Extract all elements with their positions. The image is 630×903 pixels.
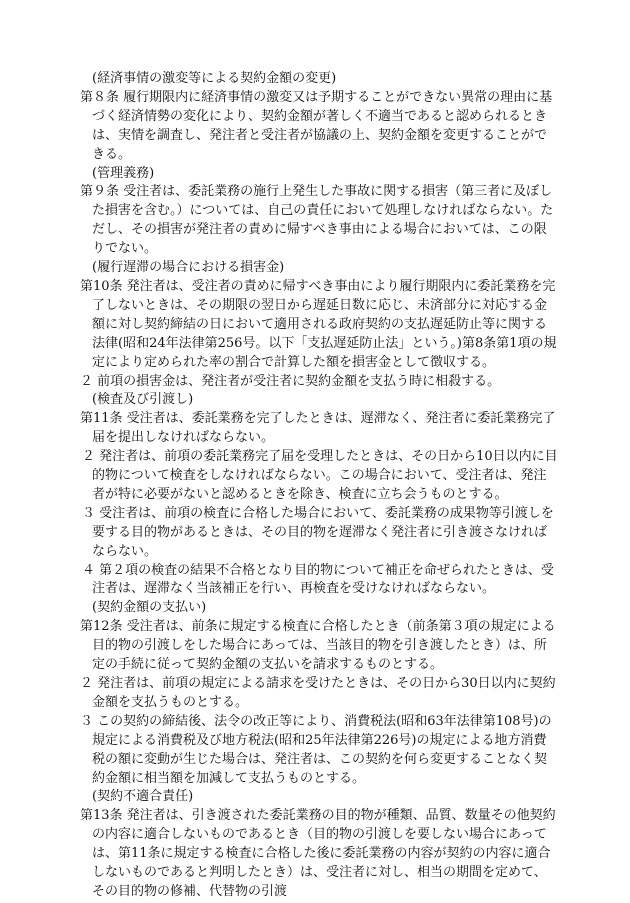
clause-paragraph: ４ 第２項の検査の結果不合格となり目的物について補正を命ぜられたときは、受注者は、遅滞なく当該補正を行い、再検査を受けなければならない。 [82,562,554,597]
article-paragraph: 第12条 受注者は、前条に規定する検査に合格したとき（前条第３項の規定による目的物の引渡しをした場合にあっては、当該目的物を引き渡したとき）は、所定の手続に従って契約金額の支払いを請求するものとする。 [80,619,556,673]
clause-paragraph: ３ この契約の締結後、法令の改正等により、消費税法(昭和63年法律第108号)の規定による消費税及び地方税法(昭和25年法律第226号)の規定による地方消費税の額に変動が生じた場合は、発注者は、この契約を何ら変更することなく契約金額に相当額を加減して支払うものとする。 [80,713,552,786]
article-caption: (契約金額の支払い) [92,600,207,616]
article-paragraph: 第13条 発注者は、引き渡された委託業務の目的物が種類、品質、数量その他契約の内容に適合しないものであるとき（目的物の引渡しを要しない場合にあっては、第11条に規定する検査に合格した後に委託業務の内容が契約の内容に適合しないものであると判明したとき）は、受注者に対し、相当の期間を定めて、その目的物の修補、代替物の引渡 [80,808,556,899]
article-paragraph: 第９条 受注者は、委託業務の施行上発生した事故に関する損害（第三者に及ぼした損害を含む。）については、自己の責任において処理しなければならない。ただし、その損害が発注者の責めに帰すべき事由による場合においては、この限りでない。 [80,184,554,257]
article-caption: (検査及び引渡し) [92,392,194,408]
article-caption: (契約不適合責任) [92,789,194,805]
document-body [80,70,558,902]
article-caption: (経済事情の激変等による契約金額の変更) [92,71,337,86]
clause-paragraph: ２ 発注者は、前項の委託業務完了届を受理したときは、その日から10日以内に目的物について検査をしなければならない。この場合において、受注者は、発注者が特に必要がないと認めるときを除き、検査に立ち会うものとする。 [82,449,558,502]
article-caption: (管理義務) [92,165,155,181]
article-caption: (履行遅滞の場合における損害金) [92,260,285,276]
clause-paragraph: ２ 発注者は、前項の規定による請求を受けたときは、その日から30日以内に契約金額を支払うものとする。 [80,676,556,710]
clause-paragraph: ２ 前項の損害金は、発注者が受注者に契約金額を支払う時に相殺する。 [80,373,501,389]
article-paragraph: 第10条 発注者は、受注者の責めに帰すべき事由により履行期限内に委託業務を完了しないときは、その期限の翌日から遅延日数に応じ、未済部分に対応する金額に対し契約締結の日において適用される政府契約の支払遅延防止等に関する法律(昭和24年法律第256号。以下「支払遅延防止法」という。)第8条第1項の規定により定められた率の割合で計算した額を損害金として徴収する。 [80,278,557,370]
clause-paragraph: ３ 受注者は、前項の検査に合格した場合において、委託業務の成果物等引渡しを要する目的物があるときは、その目的物を遅滞なく発注者に引き渡さなければならない。 [82,505,554,559]
article-paragraph: 第８条 履行期限内に経済事情の激変又は予期することができない異常の理由に基づく経済情勢の変化により、契約金額が著しく不適当であると認められるときは、実情を調査し、発注者と受注者が協議の上、契約金額を変更することができる。 [80,89,553,162]
article-paragraph: 第11条 受注者は、委託業務を完了したときは、遅滞なく、発注者に委託業務完了届を提出しなければならない。 [80,411,556,446]
